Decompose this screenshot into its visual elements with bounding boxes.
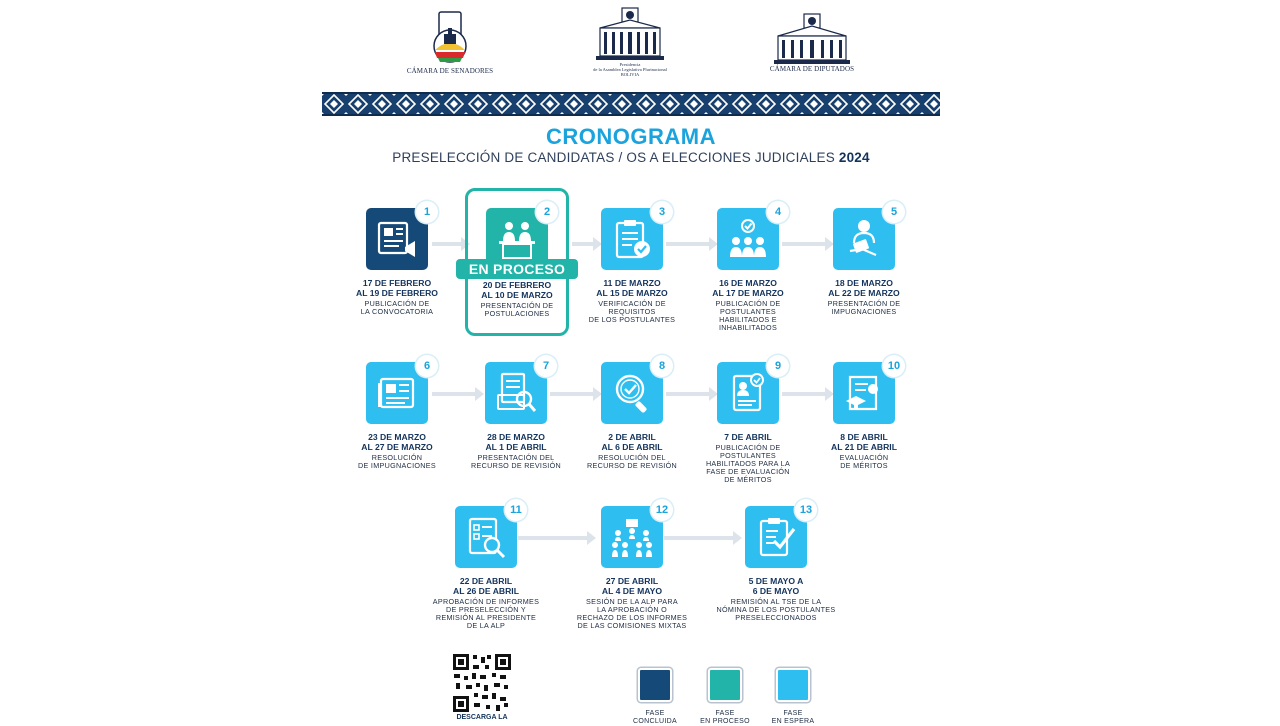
step-number: 13 (795, 499, 817, 521)
senate-label: CÁMARA DE SENADORES (406, 67, 494, 75)
step-icon-box (366, 206, 431, 270)
step-description: VERIFICACIÓN DE REQUISITOS DE LOS POSTULANTES (588, 299, 676, 324)
poster (322, 0, 940, 725)
legend-pending (758, 668, 828, 726)
step-icon-box (455, 504, 522, 568)
step-description: PRESENTACIÓN DE POSTULACIONES (480, 301, 554, 318)
assembly-label-2: de la Asamblea Legislativa Plurinacional (593, 67, 667, 72)
step-date: 2 DE ABRIL AL 6 DE ABRIL (601, 432, 663, 452)
step-icon-box (745, 504, 813, 568)
step-10 (804, 362, 924, 470)
step-date: 8 DE ABRIL AL 21 DE ABRIL (831, 432, 897, 452)
step-4 (688, 208, 808, 332)
clipboard-check-icon (754, 515, 798, 559)
step-5 (804, 208, 924, 316)
step-8 (572, 362, 692, 470)
legend-swatch (638, 668, 672, 702)
newspaper-icon (375, 371, 419, 415)
step-icon-box (833, 206, 898, 270)
step-13 (716, 506, 836, 622)
deputies-label: CÁMARA DE DIPUTADOS (769, 65, 855, 73)
step-description: PUBLICACIÓN DE LA CONVOCATORIA (360, 299, 434, 316)
senate-logo (400, 10, 500, 75)
legend-concluded (620, 668, 690, 726)
legend-label: FASE CONCLUIDA (633, 710, 677, 725)
diploma-icon (842, 371, 886, 415)
step-date: 7 DE ABRIL (724, 432, 772, 442)
assembly-logo (580, 6, 680, 77)
deputies-logo (762, 12, 862, 73)
step-1 (337, 208, 457, 316)
step-date: 28 DE MARZO AL 1 DE ABRIL (485, 432, 547, 452)
step-icon-box (833, 360, 901, 424)
step-number: 3 (651, 201, 673, 223)
checklist-search-icon (464, 515, 508, 559)
step-icon-box (717, 206, 782, 270)
step-description: PRESENTACIÓN DE IMPUGNACIONES (827, 299, 901, 316)
step-number: 12 (651, 499, 673, 521)
step-date: 11 DE MARZO AL 15 DE MARZO (596, 278, 668, 298)
step-description: REMISIÓN AL TSE DE LA NÓMINA DE LOS POSTULANTES PRESELECCIONADOS (716, 597, 836, 622)
step-number: 6 (416, 355, 438, 377)
legend-in-progress (690, 668, 760, 726)
in-progress-badge: EN PROCESO (456, 259, 578, 279)
assembly-building-icon (590, 6, 670, 62)
step-6 (337, 362, 457, 470)
step-date: 5 DE MAYO A 6 DE MAYO (748, 576, 804, 596)
senate-emblem-icon (427, 10, 473, 68)
deputies-building-icon (770, 12, 854, 66)
step-date: 16 DE MARZO AL 17 DE MARZO (712, 278, 784, 298)
legend-swatch (776, 668, 810, 702)
step-number: 4 (767, 201, 789, 223)
step-11 (426, 506, 546, 630)
step-date: 27 DE ABRIL AL 4 DE MAYO (601, 576, 663, 596)
step-number: 8 (651, 355, 673, 377)
step-number: 5 (883, 201, 905, 223)
qr-label: DESCARGA LA (456, 714, 508, 721)
clipboard-check-icon (610, 217, 654, 261)
step-description: RESOLUCIÓN DE IMPUGNACIONES (358, 453, 436, 470)
document-search-icon (494, 371, 538, 415)
step-date: 22 DE ABRIL AL 26 DE ABRIL (453, 576, 519, 596)
reception-desk-icon (495, 217, 539, 261)
subtitle-year: 2024 (838, 150, 870, 165)
step-description: SESIÓN DE LA ALP PARA LA APROBACIÓN O RECHAZO DE LOS INFORMES DE LAS COMISIONES MIXTAS (576, 597, 688, 630)
step-description: EVALUACIÓN DE MÉRITOS (839, 453, 889, 470)
magnifier-check-icon (610, 371, 654, 415)
qr-code[interactable] (452, 653, 512, 713)
step-icon-box (601, 360, 666, 424)
hand-document-icon (842, 217, 886, 261)
step-number: 2 (536, 201, 558, 223)
assembly-icon (610, 515, 654, 559)
step-7 (456, 362, 576, 470)
step-icon-box (601, 504, 669, 568)
step-number: 11 (505, 499, 527, 521)
step-description: RESOLUCIÓN DEL RECURSO DE REVISIÓN (587, 453, 677, 470)
assembly-label-1: Presidencia (619, 62, 641, 67)
newspaper-megaphone-icon (375, 217, 419, 261)
step-icon-box (485, 360, 550, 424)
subtitle-text: PRESELECCIÓN DE CANDIDATAS / OS A ELECCIONES JUDICIALES (392, 150, 835, 165)
step-description: PRESENTACIÓN DEL RECURSO DE REVISIÓN (471, 453, 561, 470)
poster-subtitle (322, 150, 940, 165)
step-description: PUBLICACIÓN DE POSTULANTES HABILITADOS E INHABILITADOS (715, 299, 781, 332)
step-date: 17 DE FEBRERO AL 19 DE FEBRERO (356, 278, 438, 298)
decorative-pattern-band (322, 92, 940, 116)
legend-label: FASE EN ESPERA (771, 710, 815, 725)
step-number: 10 (883, 355, 905, 377)
legend-label: FASE EN PROCESO (700, 710, 750, 725)
step-number: 7 (535, 355, 557, 377)
poster-title: CRONOGRAMA (546, 124, 716, 149)
step-icon-box (366, 360, 431, 424)
step-description: PUBLICACIÓN DE POSTULANTES HABILITADOS PARA LA FASE DE EVALUACIÓN DE MÉRITOS (705, 443, 791, 484)
step-date: 23 DE MARZO AL 27 DE MARZO (361, 432, 433, 452)
step-12 (572, 506, 692, 630)
group-check-icon (726, 217, 770, 261)
step-number: 9 (767, 355, 789, 377)
assembly-label-3: BOLIVIA (620, 72, 640, 77)
profile-document-icon (726, 371, 770, 415)
step-9 (688, 362, 808, 484)
step-description: APROBACIÓN DE INFORMES DE PRESELECCIÓN Y REMISIÓN AL PRESIDENTE DE LA ALP (432, 597, 540, 630)
step-icon-box (601, 206, 666, 270)
step-date: 20 DE FEBRERO AL 10 DE MARZO (481, 280, 553, 300)
step-3 (572, 208, 692, 324)
step-icon-box (717, 360, 782, 424)
legend-swatch (708, 668, 742, 702)
step-number: 1 (416, 201, 438, 223)
step-date: 18 DE MARZO AL 22 DE MARZO (828, 278, 900, 298)
